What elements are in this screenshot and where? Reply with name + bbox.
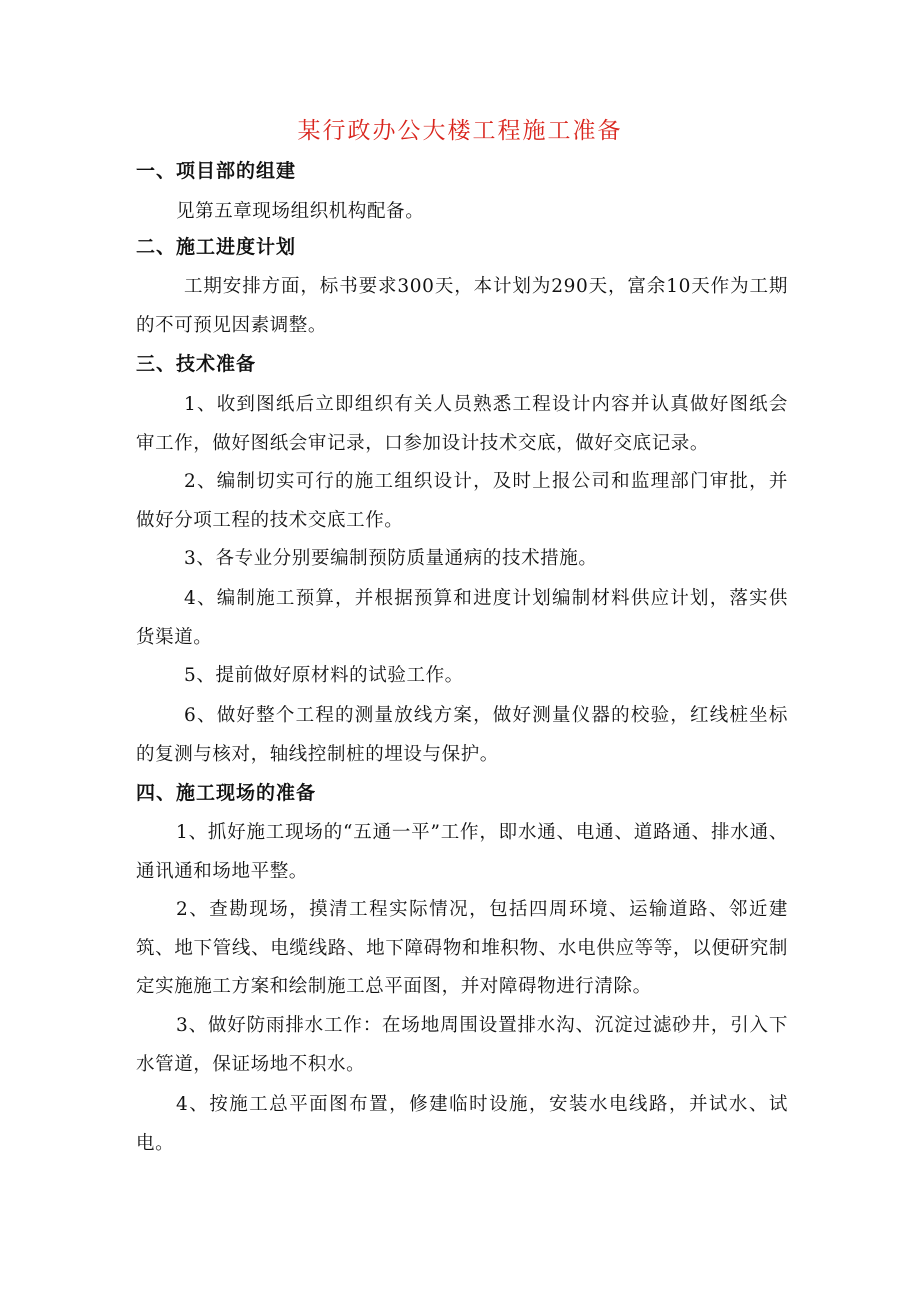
document-title: 某行政办公大楼工程施工准备	[297, 118, 623, 144]
section-heading-3: 三、技术准备	[136, 353, 257, 375]
section-3-paragraph-4: 4、编制施工预算，并根据预算和进度计划编制材料供应计划，落实供货渠道。	[136, 588, 788, 648]
section-2-paragraph-1: 工期安排方面，标书要求300天，本计划为290天，富余10天作为工期的不可预见因素调整。	[136, 276, 788, 336]
section-3-paragraph-5: 5、提前做好原材料的试验工作。	[184, 665, 464, 686]
section-4-paragraph-1: 1、抓好施工现场的“五通一平”工作，即水通、电通、道路通、排水通、通讯通和场地平整。	[136, 822, 788, 882]
section-heading-4: 四、施工现场的准备	[136, 782, 317, 804]
section-3-paragraph-2: 2、编制切实可行的施工组织设计，及时上报公司和监理部门审批，并做好分项工程的技术交底工作。	[136, 471, 788, 531]
section-4-paragraph-3: 3、做好防雨排水工作：在场地周围设置排水沟、沉淀过滤砂井，引入下水管道，保证场地不积水。	[136, 1015, 788, 1075]
section-heading-2: 二、施工进度计划	[136, 236, 297, 258]
section-3-paragraph-1: 1、收到图纸后立即组织有关人员熟悉工程设计内容并认真做好图纸会审工作，做好图纸会审记录，口参加设计技术交底，做好交底记录。	[136, 394, 788, 454]
section-heading-1: 一、项目部的组建	[136, 160, 297, 182]
section-3-paragraph-6: 6、做好整个工程的测量放线方案，做好测量仪器的校验，红线桩坐标的复测与核对，轴线控制桩的埋设与保护。	[136, 705, 788, 765]
section-1-paragraph-1: 见第五章现场组织机构配备。	[176, 201, 425, 222]
section-3-paragraph-3: 3、各专业分别要编制预防质量通病的技术措施。	[184, 548, 598, 569]
section-4-paragraph-2: 2、查勘现场，摸清工程实际情况，包括四周环境、运输道路、邻近建筑、地下管线、电缆线路、地下障碍物和堆积物、水电供应等等，以便研究制定实施施工方案和绘制施工总平面图，并对障碍物进行清除。	[136, 899, 788, 997]
section-4-paragraph-4: 4、按施工总平面图布置，修建临时设施，安装水电线路，并试水、试电。	[136, 1094, 788, 1154]
